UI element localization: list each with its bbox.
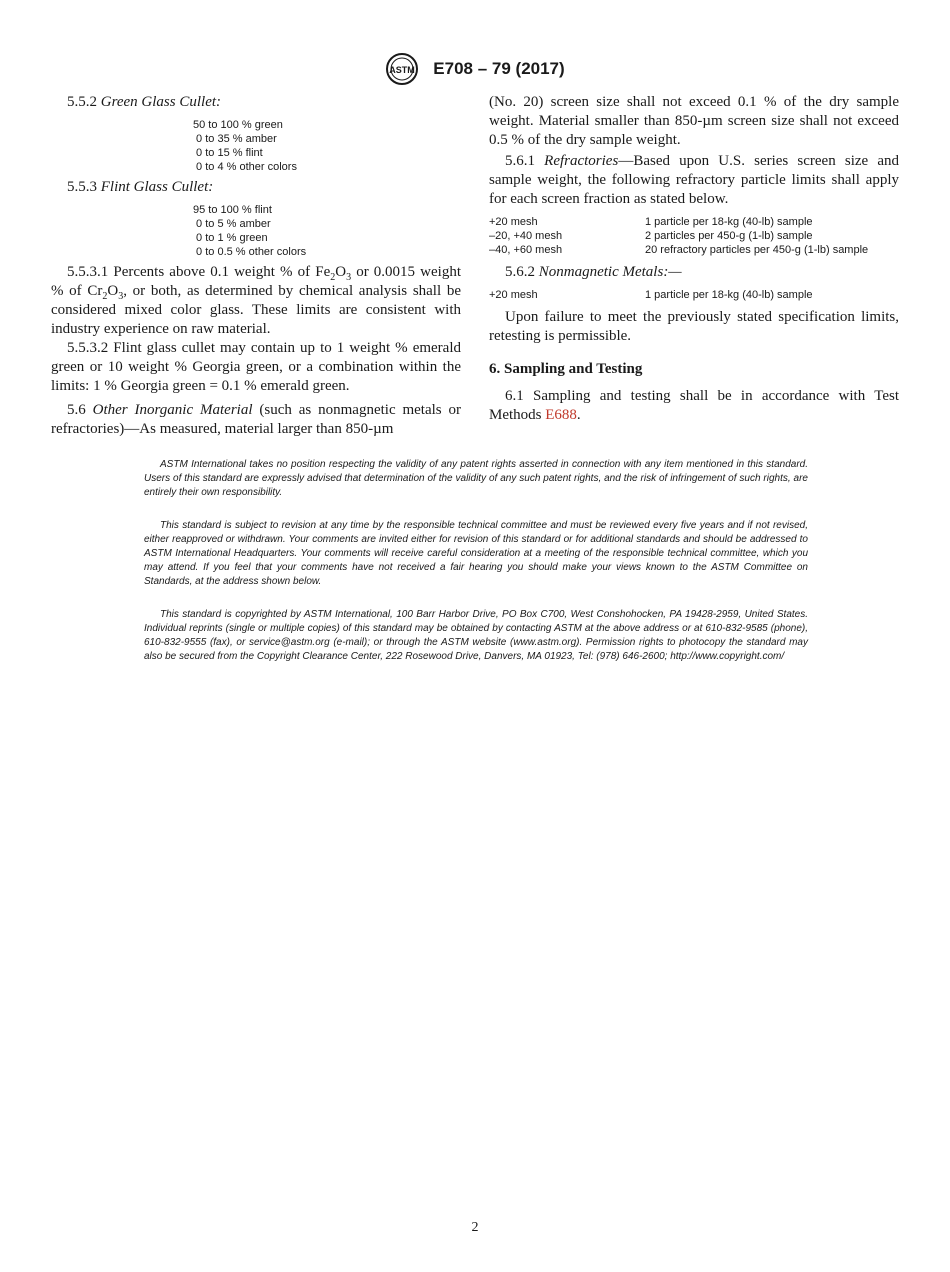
section-5-5-2: 5.5.2 Green Glass Cullet: [67, 94, 222, 110]
retesting-paragraph: Upon failure to meet the previously stated specification limits, retesting is permissible. [489, 309, 899, 344]
page-number: 2 [471, 1220, 479, 1235]
section-5-6-continued: (No. 20) screen size shall not exceed 0.1 % of the dry sample weight. Material smaller than 850-µm screen size shall not exceed 0.5 % of the dry sample weight. [489, 94, 899, 148]
refractory-limits-table [489, 215, 899, 257]
section-5-6-2: 5.6.2 Nonmagnetic Metals:— [505, 264, 682, 280]
patent-notice: ASTM International takes no position respecting the validity of any patent rights asserted in connection with any item mentioned in this standard. Users of this standard are expressly advised that determination of the validity of any such patent rights, and the risk of infringement of such rights, are entirely their own responsibility. [144, 459, 808, 498]
astm-logo-icon [385, 52, 419, 86]
section-6-heading: 6. Sampling and Testing [489, 361, 643, 377]
list-item: 95 to 100 % flint [193, 204, 272, 216]
section-5-5-3-2: 5.5.3.2 Flint glass cullet may contain up to 1 weight % emerald green or 10 weight % Georgia green, or a combination within the limits: 1 % Georgia green = 0.1 % emerald green. [51, 340, 461, 394]
copyright-notice: This standard is copyrighted by ASTM International, 100 Barr Harbor Drive, PO Box C700, West Conshohocken, PA 19428-2959, United States. Individual reprints (single or multiple copies) of this standard may be obtained by contacting ASTM at the above address or at 610-832-9585 (phone), 610-832-9555 (fax), or service@astm.org (e-mail); or through the ASTM website (www.astm.org). Permission rights to photocopy the standard may also be secured from the Copyright Clearance Center, 222 Rosewood Drive, Danvers, MA 01923, Tel: (978) 646-2600; http://www.copyright.com/ [144, 609, 808, 662]
table-row: –40, +60 mesh 20 refractory particles per 450-g (1-lb) sample [489, 244, 869, 256]
list-item: 0 to 0.5 % other colors [193, 246, 307, 258]
right-column [489, 93, 899, 425]
nonmagnetic-limits-table [489, 288, 899, 302]
table-row: –20, +40 mesh 2 particles per 450-g (1-lb) sample [489, 230, 813, 242]
list-item: 0 to 1 % green [193, 232, 268, 244]
left-column [51, 93, 461, 439]
section-5-5-3: 5.5.3 Flint Glass Cullet: [67, 179, 214, 195]
list-item: 0 to 15 % flint [193, 147, 263, 159]
green-cullet-list [193, 118, 461, 174]
list-item: 0 to 5 % amber [193, 218, 271, 230]
table-row: +20 mesh 1 particle per 18-kg (40-lb) sample [489, 216, 813, 228]
e688-link[interactable]: E688 [545, 407, 577, 423]
revision-notice: This standard is subject to revision at any time by the responsible technical committee and must be reviewed every five years and if not revised, either reapproved or withdrawn. Your comments are invited either for revision of this standard or for additional standards and should be addressed to ASTM International Headquarters. Your comments will receive careful consideration at a meeting of the responsible technical committee, which you may attend. If you feel that your comments have not received a fair hearing you should make your views known to the ASTM Committee on Standards, at the address shown below. [144, 520, 808, 587]
section-5-6-1: 5.6.1 Refractories—Based upon U.S. series screen size and sample weight, the following refractory particle limits shall apply for each screen fraction as stated below. [489, 153, 899, 207]
list-item: 0 to 35 % amber [193, 133, 277, 145]
section-5-6: 5.6 Other Inorganic Material (such as nonmagnetic metals or refractories)—As measured, material larger than 850-µm [51, 402, 462, 437]
logo-text: ASTM [389, 65, 416, 75]
list-item: 0 to 4 % other colors [193, 161, 297, 173]
page-header [0, 52, 950, 86]
list-item: 50 to 100 % green [193, 119, 283, 131]
section-5-5-3-1: 5.5.3.1 Percents above 0.1 weight % of $Fe_2O_3$ or 0.0015 weight % of $Cr_2O_3$, or both, as determined by chemical analysis shall be considered mixed color glass. These limits are consistent with industry experience on raw material. [51, 264, 461, 337]
document-designation: E708 – 79 (2017) [433, 59, 565, 78]
flint-cullet-list [193, 203, 461, 259]
section-6-1: 6.1 Sampling and testing shall be in accordance with Test Methods E688. [489, 388, 899, 423]
table-row: +20 mesh 1 particle per 18-kg (40-lb) sample [489, 289, 813, 301]
